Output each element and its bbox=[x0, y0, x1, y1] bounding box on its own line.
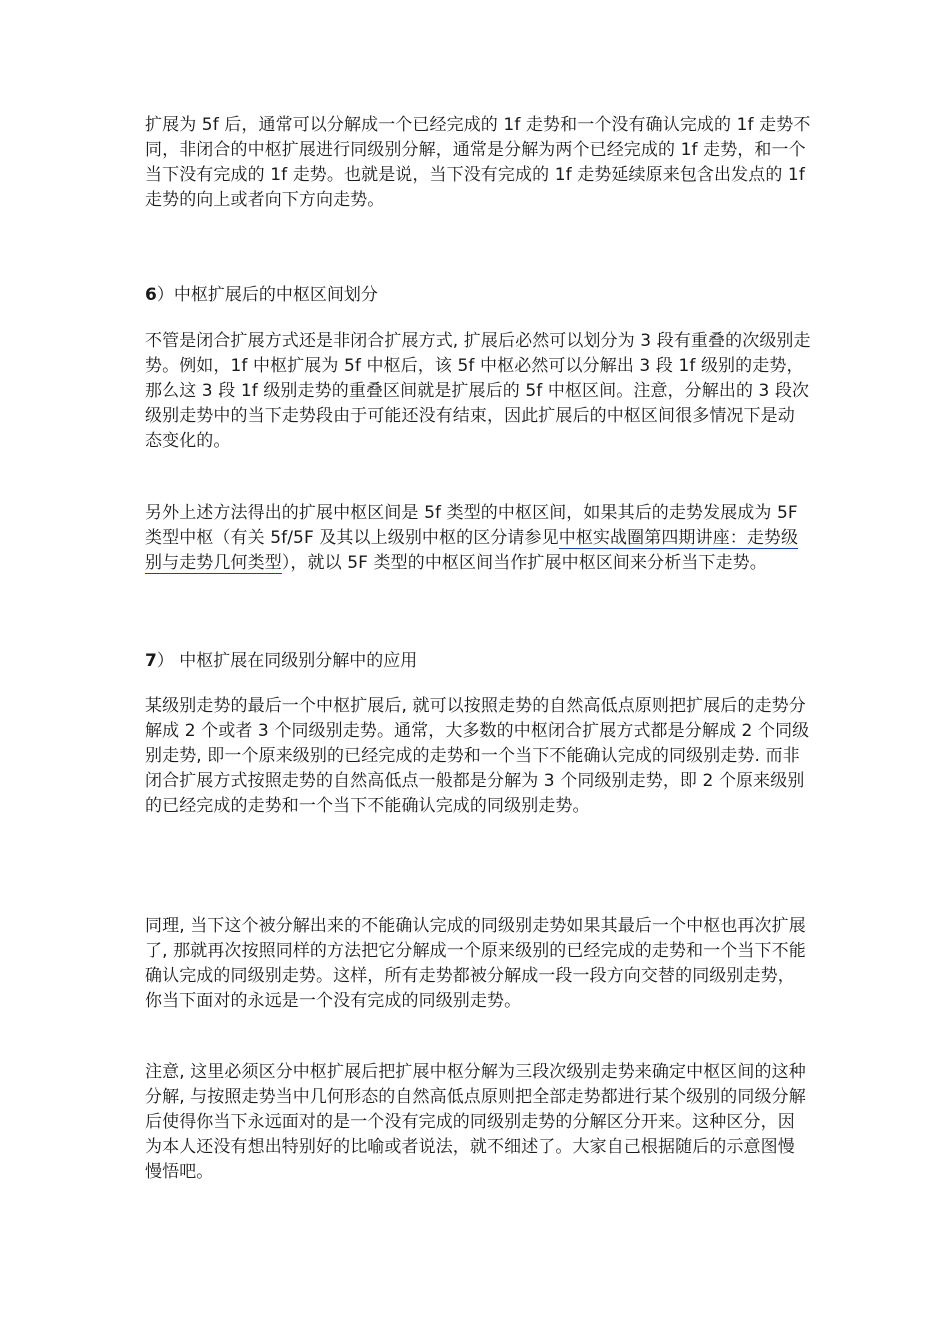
paragraph-1: 扩展为 5f 后，通常可以分解成一个已经完成的 1f 走势和一个没有确认完成的 1f 走势不同，非闭合的中枢扩展进行同级别分解，通常是分解为两个已经完成的 1f 走势，和一个当下没有完成的 1f 走势。也就是说，当下没有完成的 1f 走势延续原来包含出发点的 1f 走势的向上或者向下方向走势。 bbox=[145, 115, 811, 210]
section-7-number: 7 bbox=[145, 651, 157, 671]
paragraph-5: 同理, 当下这个被分解出来的不能确认完成的同级别走势如果其最后一个中枢也再次扩展了, 那就再次按照同样的方法把它分解成一个原来级别的已经完成的走势和一个当下不能确认完成的同级别走势。这样，所有走势都被分解成一段一段方向交替的同级别走势，你当下面对的永远是一个没有完成的同级别走势。 bbox=[145, 916, 806, 1011]
paragraph-4: 某级别走势的最后一个中枢扩展后, 就可以按照走势的自然高低点原则把扩展后的走势分解成 2 个或者 3 个同级别走势。通常，大多数的中枢闭合扩展方式都是分解成 2 个同级别走势, 即一个原来级别的已经完成的走势和一个当下不能确认完成的同级别走势. 而非闭合扩展方式按照走势的自然高低点一般都是分解为 3 个同级别走势，即 2 个原来级别的已经完成的走势和一个当下不能确认完成的同级别走势。 bbox=[145, 696, 810, 816]
section-7-heading bbox=[145, 649, 811, 674]
paragraph-6: 注意, 这里必须区分中枢扩展后把扩展中枢分解为三段次级别走势来确定中枢区间的这种分解, 与按照走势当中几何形态的自然高低点原则把全部走势都进行某个级别的同级分解后使得你当下永远面对的是一个没有完成的同级别走势的分解区分开来。这种区分，因为本人还没有想出特别好的比喻或者说法，就不细述了。大家自己根据随后的示意图慢慢悟吧。 bbox=[145, 1062, 806, 1182]
section-7-title: ） 中枢扩展在同级别分解中的应用 bbox=[156, 651, 418, 671]
paragraph-3 bbox=[145, 501, 811, 576]
section-6-number: 6 bbox=[145, 285, 157, 305]
reference-link[interactable]: 中枢实战圈第四期讲座：走势级别与走势几何类型 bbox=[145, 528, 799, 573]
paragraph-3-text-before: 另外上述方法得出的扩展中枢区间是 5f 类型的中枢区间，如果其后的走势发展成为 5F 类型中枢（有关 5f/5F 及其以上级别中枢的区分请参见 bbox=[145, 503, 798, 548]
paragraph-3-text-after: ），就以 5F 类型的中枢区间当作扩展中枢区间来分析当下走势。 bbox=[281, 553, 767, 573]
paragraph-2: 不管是闭合扩展方式还是非闭合扩展方式, 扩展后必然可以划分为 3 段有重叠的次级别走势。例如，1f 中枢扩展为 5f 中枢后，该 5f 中枢必然可以分解出 3 段 1f 级别的走势，那么这 3 段 1f 级别走势的重叠区间就是扩展后的 5f 中枢区间。注意，分解出的 3 段次级别走势中的当下走势段由于可能还没有结束，因此扩展后的中枢区间很多情况下是动态变化的。 bbox=[145, 331, 811, 451]
section-6-heading bbox=[145, 283, 811, 308]
section-6-title: ）中枢扩展后的中枢区间划分 bbox=[156, 285, 378, 305]
